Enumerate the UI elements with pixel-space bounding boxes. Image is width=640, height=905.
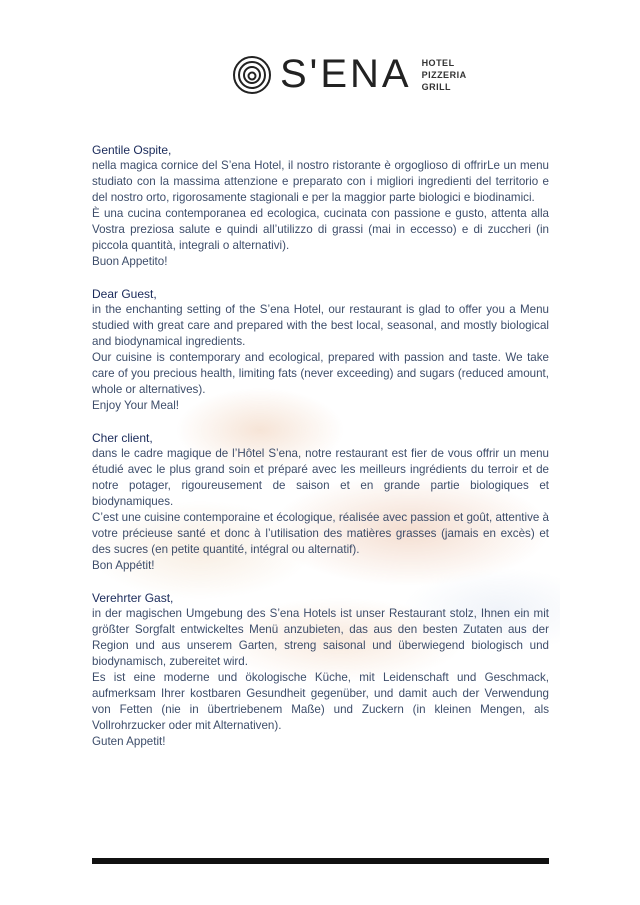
section-heading: Dear Guest, <box>92 287 157 301</box>
paragraph: C’est une cuisine contemporaine et écologique, réalisée avec passion et goût, attentive à votre précieuse santé et donc à l’utilisation des matières grasses (jamais en excès) et des sucres (en petite quantité, intégral ou alternatif). <box>92 511 549 556</box>
paragraph: È una cucina contemporanea ed ecologica, cucinata con passione e gusto, attenta alla Vostra preziosa salute e quindi all’utilizzo di grassi (mai in eccesso) e di zuccheri (in piccola quantità, integrali o alternativi). <box>92 207 549 252</box>
section-german <box>92 590 549 750</box>
section-italian <box>92 142 549 270</box>
logo-subtitle <box>422 57 467 93</box>
section-english <box>92 286 549 414</box>
section-heading: Verehrter Gast, <box>92 591 174 605</box>
paragraph: in der magischen Umgebung des S’ena Hotels ist unser Restaurant stolz, Ihnen ein mit größter Sorgfalt entwickeltes Menü anzubieten, das aus den besten Zutaten aus der Region und aus unserem Garten, streng saisonal und überwiegend biologisch und biodynamisch, zubereitet wird. <box>92 607 549 668</box>
paragraph: Enjoy Your Meal! <box>92 399 180 412</box>
logo-sub-grill: GRILL <box>421 81 452 92</box>
paragraph: Es ist eine moderne und ökologische Küche, mit Leidenschaft und Geschmack, aufmerksam Ihrer kostbaren Gesundheit gegenüber, und damit auch der Verwendung von Fetten (nie in übertriebenem Maße) und Zuckern (in kleinen Mengen, als Vollrohrzucker oder mit Alternativen). <box>92 671 549 732</box>
paragraph: Guten Appetit! <box>92 735 166 748</box>
logo-wordmark: S'ENA <box>280 52 412 96</box>
logo-sub-hotel: HOTEL <box>421 57 455 68</box>
paragraph: Bon Appétit! <box>92 559 155 572</box>
paragraph: Buon Appetito! <box>92 255 168 268</box>
sena-logo <box>232 52 467 97</box>
paragraph: Our cuisine is contemporary and ecological, prepared with passion and taste. We take care of you precious health, limiting fats (never exceeding) and sugars (reduced amount, whole or alternatives). <box>92 351 549 396</box>
section-french <box>92 430 549 574</box>
logo-sub-pizzeria: PIZZERIA <box>421 69 467 80</box>
spiral-logo-icon <box>232 55 272 95</box>
welcome-text <box>92 142 549 766</box>
paragraph: in the enchanting setting of the S’ena Hotel, our restaurant is glad to offer you a Menu studied with great care and prepared with the best local, seasonal, and mostly biological and biodynamical ingredients. <box>92 303 549 348</box>
paragraph: nella magica cornice del S’ena Hotel, il nostro ristorante è orgoglioso di offrirLe un menu studiato con la massima attenzione e preparato con i migliori ingredienti del territorio e del nostro orto, rigorosamente stagionali e per la maggior parte biologici e biodinamici. <box>92 159 549 204</box>
footer-divider <box>92 858 549 864</box>
paragraph: dans le cadre magique de l’Hôtel S’ena, notre restaurant est fier de vous offrir un menu étudié avec le plus grand soin et préparé avec les meilleurs ingrédients du terroir et de notre potager, rigoureusement de saison et en grande partie biologiques et biodynamiques. <box>92 447 549 508</box>
section-heading: Cher client, <box>92 431 153 445</box>
section-heading: Gentile Ospite, <box>92 143 172 157</box>
